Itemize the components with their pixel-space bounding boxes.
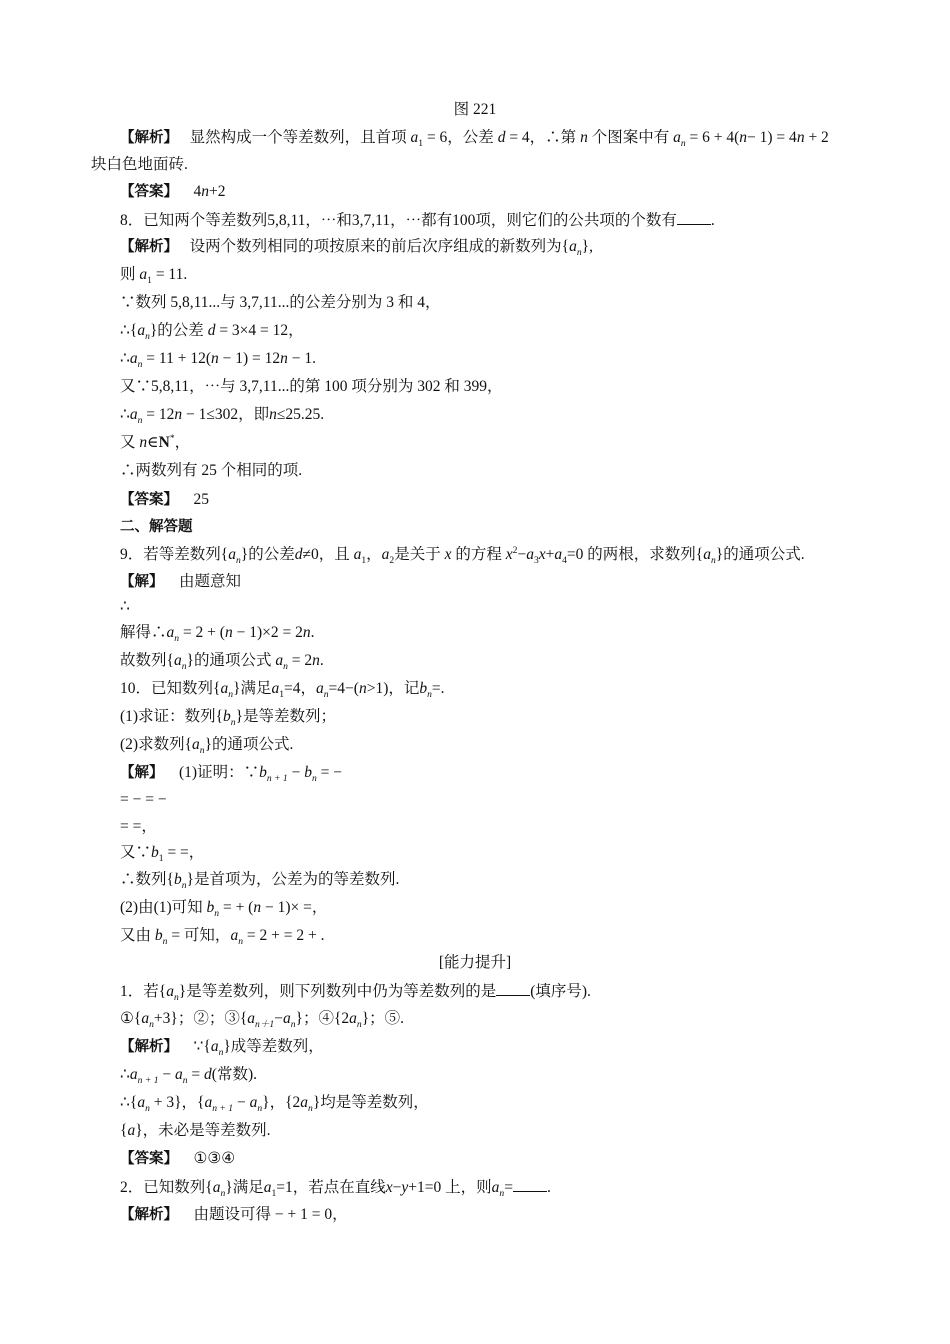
ab1-answer: ①③④ [193, 1150, 236, 1167]
answer-blank [677, 210, 711, 225]
p7-answer: 4n+2 [193, 183, 226, 200]
p10-part2: (2)求数列$\{a_n\}$的通项公式. [120, 736, 294, 757]
section-heading: 二、解答题 [120, 519, 193, 535]
p8-analysis-line2: 则 $a_1 = 11$. [120, 266, 188, 287]
ab1-analysis-line1: 【解析】 $\because\{a_n\}$成等差数列， [120, 1038, 324, 1059]
answer-blank [513, 1177, 547, 1192]
ab1-analysis-line3: $\therefore\{a_n + 3\}$，$\{a_{n + 1} - a_n\}$，$\{2a_n\}$均是等差数列， [120, 1094, 429, 1115]
analysis-label: 【解析】 [120, 130, 178, 146]
p9-solution-line3: 解得$\therefore a_n = 2 + (n - 1)\times 2 = 2n$. [120, 624, 315, 645]
solution-label: 【解】 [120, 765, 164, 781]
p8-question: 8．已知两个等差数列5,8,11，⋯和3,7,11，⋯都有100项，则它们的公共项的个数有 . [120, 212, 715, 229]
p9-question: 9．若等差数列$\{a_n\}$的公差d≠0，且 $a_1$，$a_2$是关于 x 的方程 $x^2-a_3x+a_4=0$ 的两根，求数列$\{a_n\}$的通项公式. [120, 544, 805, 567]
answer-label: 【答案】 [120, 1151, 178, 1167]
p10-solution-line5: ∴数列$\{b_n\}$是首项为，公差为的等差数列. [120, 871, 400, 892]
p8-analysis-line4: $\therefore\{a_n\}$的公差 d = 3×4 = 12， [120, 322, 304, 343]
solution-label: 【解】 [120, 574, 164, 590]
ab1-analysis-line4: {a}，未必是等差数列. [120, 1122, 271, 1139]
p10-solution-line3: = =， [120, 818, 157, 835]
ab1-answer-line [120, 1149, 235, 1169]
answer-label: 【答案】 [120, 492, 178, 508]
p10-solution-line4: 又$\because b_1$ = =， [120, 844, 205, 865]
p8-analysis-line9: ∴两数列有 25 个相同的项. [120, 462, 303, 479]
p8-answer: 25 [193, 491, 209, 508]
p10-solution-line1: 【解】 (1)证明：$\because b_{n + 1} - b_n$ = − [120, 764, 342, 785]
p7-answer-line [120, 182, 226, 202]
p8-analysis-line3: ∵数列 5,8,11...与 3,7,11...的公差分别为 3 和 4， [120, 294, 441, 311]
answer-label: 【答案】 [120, 184, 178, 200]
analysis-label: 【解析】 [120, 239, 178, 255]
p8-analysis-line5: $\therefore a_n = 11 + 12(n - 1) = 12n - 1$. [120, 350, 317, 371]
p7-analysis-cont: 块白色地面砖. [91, 156, 188, 173]
ab2-analysis-line1: 【解析】 由题设可得 − + 1 = 0， [120, 1206, 348, 1223]
ability-heading: [能力提升] [438, 954, 512, 971]
p9-solution-line1: 【解】 由题意知 [120, 573, 242, 590]
p10-solution-line2: = − = − [120, 791, 167, 808]
p10-question: 10．已知数列$\{a_n\}$满足$a_1=4$，$a_n=4-(n>1)$，记$b_n=$. [120, 680, 445, 701]
ab1-options: $①\{a_n+3\}$；②；$③\{a_{n+1}-a_n\}$；$④\{2a_n\}$；⑤. [120, 1010, 405, 1031]
p8-analysis-line8: 又 n∈N*， [120, 432, 191, 451]
figure-caption: 图 221 [453, 101, 497, 118]
p7-analysis-line: 【解析】 显然构成一个等差数列，且首项 $a_1 = 6$，公差 d = 4，∴第 n 个图案中有 $a_n = 6 + 4(n- 1) = 4n + 2$ [120, 129, 829, 150]
analysis-label: 【解析】 [120, 1207, 178, 1223]
p10-part1: (1)求证：数列$\{b_n\}$是等差数列； [120, 708, 337, 729]
p8-answer-line [120, 490, 209, 510]
p8-analysis-line7: $\therefore a_n = 12n - 1\le 302$，即n≤25.25. [120, 406, 325, 427]
p8-analysis-line6: 又∵5,8,11，⋯与 3,7,11...的第 100 项分别为 302 和 399， [120, 378, 503, 395]
p10-solution-line7: 又由 $b_n$ = 可知，$a_n = 2$ + = 2 + . [120, 927, 325, 948]
answer-blank [496, 981, 530, 996]
ab1-question: 1．若$\{a_n\}$是等差数列，则下列数列中仍为等差数列的是 (填序号). [120, 983, 591, 1004]
ab1-analysis-line2: $\therefore a_{n + 1} - a_n = d$(常数). [120, 1066, 257, 1087]
ab2-question: 2．已知数列$\{a_n\}$满足$a_1=1$，若点在直线x−y+1=0 上，则$a_n=$ . [120, 1179, 551, 1200]
p8-analysis-line1: 【解析】 设两个数列相同的项按原来的前后次序组成的新数列为$\{a_n\}$, [120, 238, 593, 259]
p10-solution-line6: (2)由(1)可知 $b_n$ = + (n − 1)× =， [120, 899, 328, 920]
p9-solution-line2: ∴ [120, 598, 130, 615]
p9-solution-line4: 故数列$\{a_n\}$的通项公式 $a_n = 2n$. [120, 652, 324, 673]
analysis-label: 【解析】 [120, 1039, 178, 1055]
